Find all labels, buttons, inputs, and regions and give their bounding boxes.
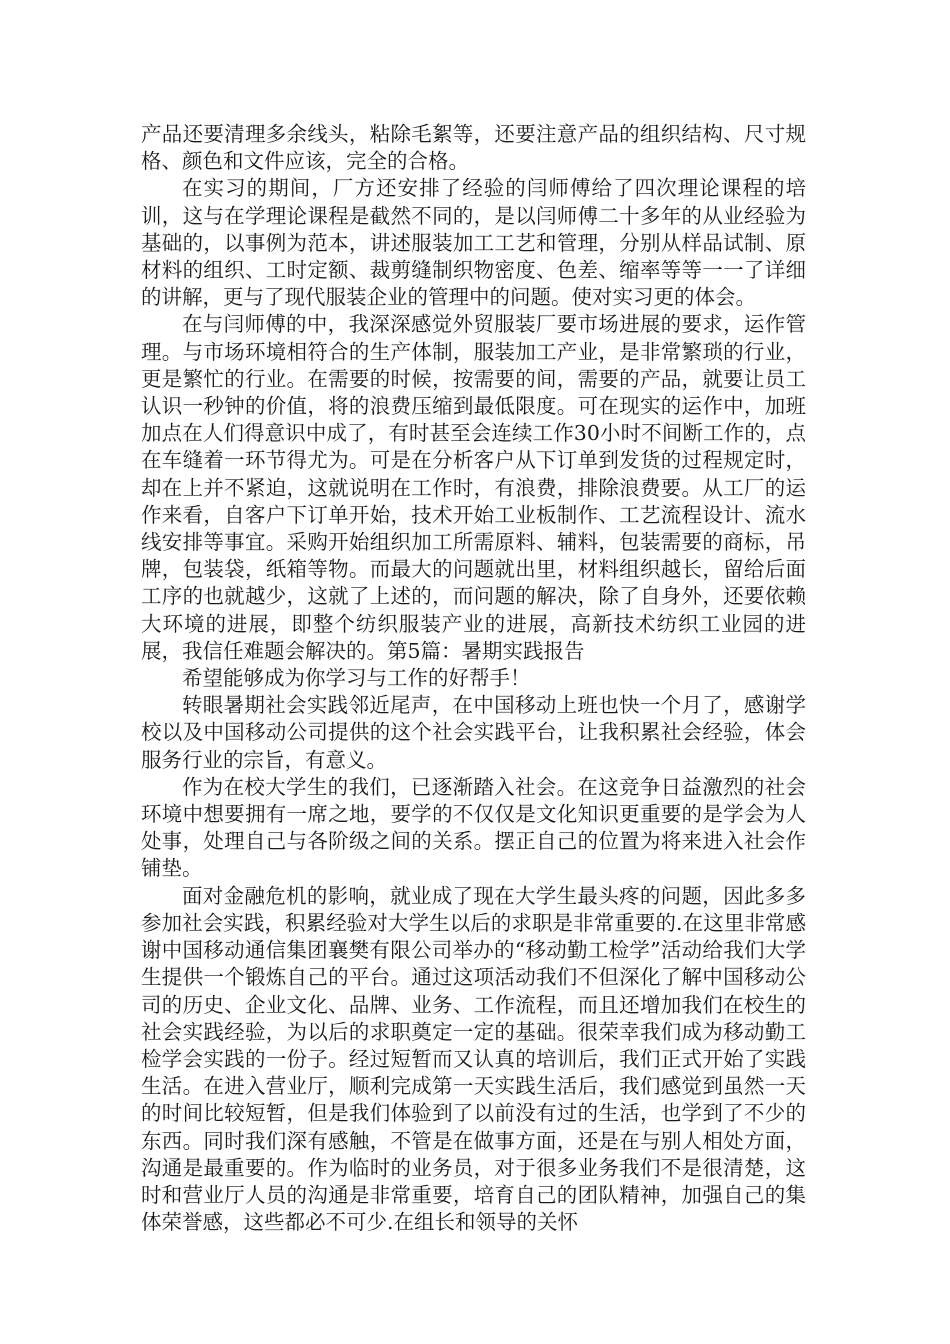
paragraph-6: 作为在校大学生的我们，已逐渐踏入社会。在这竞争日益激烈的社会环境中想要拥有一席之地，要学的不仅仅是文化知识更重要的是学会为人处事，处理自己与各阶级之间的关系。摆正自己的位置为将来进入社会作铺垫。 <box>141 774 806 881</box>
paragraph-2: 在实习的期间，厂方还安排了经验的闫师傅给了四次理论课程的培训，这与在学理论课程是截然不同的，是以闫师傅二十多年的从业经验为基础的，以事例为范本，讲述服装加工工艺和管理，分别从样品试制、原材料的组织、工时定额、裁剪缝制织物密度、色差、缩率等等一一了详细的讲解，更与了现代服装企业的管理中的问题。使对实习更的体会。 <box>141 176 806 310</box>
paragraph-3: 在与闫师傅的中，我深深感觉外贸服装厂要市场进展的要求，运作管理。与市场环境相符合的生产体制，服装加工产业，是非常繁琐的行业，更是繁忙的行业。在需要的时候，按需要的间，需要的产品，就要让员工认识一秒钟的价值，将的浪费压缩到最低限度。可在现实的运作中，加班加点在人们得意识中成了，有时甚至会连续工作30小时不间断工作的，点在车缝着一环节得尤为。可是在分析客户从下订单到发货的过程规定时，却在上并不紧迫，这就说明在工作时，有浪费，排除浪费要。从工厂的运作来看，自客户下订单开始，技术开始工业板制作、工艺流程设计、流水线安排等事宜。采购开始组织加工所需原料、辅料，包装需要的商标，吊牌，包装袋，纸箱等物。而最大的问题就出里，材料组织越长，留给后面工序的也就越少，这就了上述的，而问题的解决，除了自身外，还要依赖大环境的进展，即整个纺织服装产业的进展，高新技术纺织工业园的进展，我信任难题会解决的。第5篇：暑期实践报告 <box>141 312 806 663</box>
document-body <box>141 121 806 1236</box>
paragraph-4: 希望能够成为你学习与工作的好帮手！ <box>182 666 531 691</box>
paragraph-7: 面对金融危机的影响，就业成了现在大学生最头疼的问题，因此多多参加社会实践，积累经验对大学生以后的求职是非常重要的.在这里非常感谢中国移动通信集团襄樊有限公司举办的“移动勤工检学”活动给我们大学生提供一个锻炼自己的平台。通过这项活动我们不但深化了解中国移动公司的历史、企业文化、品牌、业务、工作流程，而且还增加我们在校生的社会实践经验，为以后的求职奠定一定的基础。很荣幸我们成为移动勤工检学会实践的一份子。经过短暂而又认真的培训后，我们正式开始了实践生活。在进入营业厅，顺利完成第一天实践生活后，我们感觉到虽然一天的时间比较短暂，但是我们体验到了以前没有过的生活，也学到了不少的东西。同时我们深有感触，不管是在做事方面，还是在与别人相处方面，沟通是最重要的。作为临时的业务员，对于很多业务我们不是很清楚，这时和营业厅人员的沟通是非常重要，培育自己的团队精神，加强自己的集体荣誉感，这些都必不可少.在组长和领导的关怀 <box>141 883 806 1235</box>
paragraph-5: 转眼暑期社会实践邻近尾声，在中国移动上班也快一个月了，感谢学校以及中国移动公司提供的这个社会实践平台，让我积累社会经验，体会服务行业的宗旨，有意义。 <box>141 693 806 772</box>
paragraph-1: 产品还要清理多余线头，粘除毛絮等，还要注意产品的组织结构、尺寸规格、颜色和文件应该，完全的合格。 <box>141 122 806 174</box>
